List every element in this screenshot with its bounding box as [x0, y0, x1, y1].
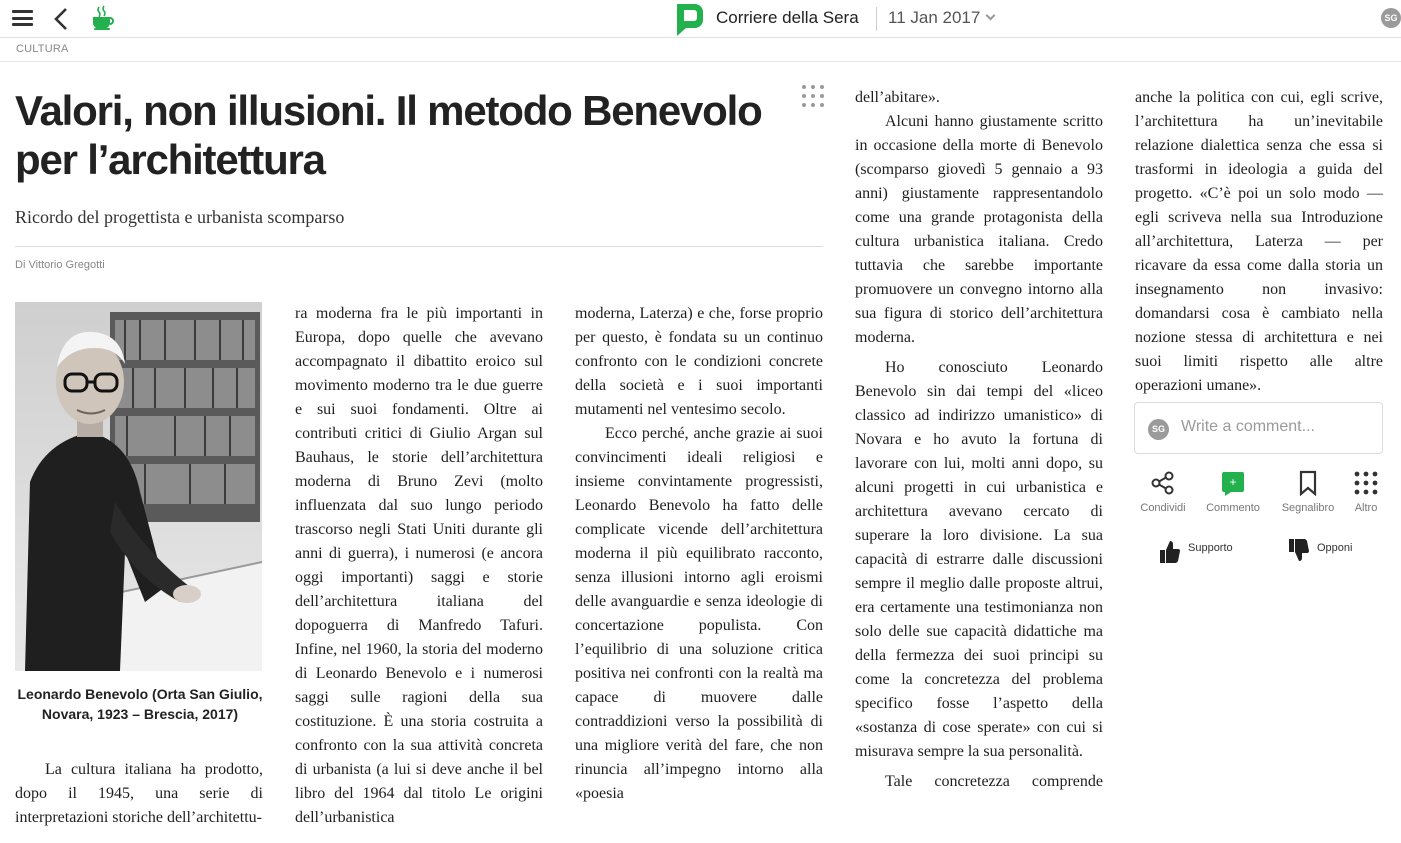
bookmark-label: Segnalibro [1281, 502, 1335, 514]
paragraph: La cultura italiana ha prodotto, dopo il 1945, una serie di interpretazioni storiche dell’architettu- [15, 761, 263, 826]
thumbs-up-icon [1158, 538, 1180, 564]
article-subtitle: Ricordo del progettista e urbanista scomparso [15, 207, 345, 227]
article-column-4 [855, 86, 1103, 794]
paragraph: Alcuni hanno giustamente scritto in occasione della morte di Benevolo (scomparso giovedì 5 gennaio a 93 anni) giustamente rappresentandolo come una grande protagonista della cultura urbanistica italiana. Credo tuttavia che sarebbe importante promuovere un convegno intorno alla sua figura di storico dell’architettura moderna. [855, 113, 1103, 346]
top-bar [0, 0, 1401, 38]
paragraph: moderna, Laterza) e che, forse proprio per questo, è fondata su un continuo confronto con le condizioni concrete della società e i suoi importanti mutamenti nel ventesimo secolo. [575, 305, 823, 418]
section-label[interactable]: CULTURA [16, 43, 69, 55]
back-arrow-icon[interactable] [52, 6, 72, 32]
comment-icon [1220, 470, 1246, 496]
article-column-5 [1135, 86, 1383, 398]
divider [876, 7, 877, 31]
menu-icon[interactable] [12, 10, 33, 26]
more-label: Altro [1354, 502, 1378, 514]
article-photo[interactable] [15, 302, 262, 671]
share-button[interactable] [1126, 470, 1200, 514]
comment-button[interactable] [1196, 470, 1270, 514]
issue-date-selector[interactable] [888, 8, 994, 28]
article-column-3 [575, 302, 823, 806]
comment-label: Commento [1206, 502, 1260, 514]
share-label: Condividi [1140, 502, 1186, 514]
share-icon [1150, 470, 1176, 496]
oppose-label: Opponi [1317, 542, 1353, 554]
user-avatar: SG [1148, 419, 1169, 440]
article-column-2 [295, 302, 543, 830]
more-button[interactable] [1329, 470, 1401, 514]
coffee-cup-icon[interactable] [90, 5, 116, 31]
divider [0, 61, 1401, 62]
user-avatar[interactable]: SG [1381, 8, 1401, 28]
paragraph: dell’abitare». [855, 89, 940, 106]
article-title: Valori, non illusioni. Il metodo Benevolo per l’architettura [15, 87, 762, 183]
publication-name[interactable]: Corriere della Sera [716, 8, 859, 27]
pressreader-logo-icon[interactable] [673, 2, 705, 38]
paragraph: Tale concretezza comprende [885, 773, 1103, 790]
svg-text:+: + [1229, 475, 1237, 489]
drag-handle-icon[interactable] [802, 85, 824, 107]
more-icon [1353, 470, 1379, 496]
paragraph: Ecco perché, anche grazie ai suoi convincimenti ideali religiosi e insieme convintamente progressisti, Leonardo Benevolo ha fatto delle complicate vicende dell’architettura moderna il più equilibrato racconto, senza illusioni intorno agli eroismi delle avanguardie e senza ideologie di concertazione populista. Con l’equilibrio di una soluzione critica positiva nei confronti con la realtà ma capace di muovere dalle contraddizioni verso la possibilità di una migliore verità del fare, che non rinuncia all’impegno intorno alla «poesia [575, 425, 823, 802]
byline[interactable]: Di Vittorio Gregotti [15, 259, 105, 271]
photo-caption: Leonardo Benevolo (Orta San Giulio, Novara, 1923 – Brescia, 2017) [17, 686, 263, 722]
bookmark-icon [1295, 470, 1321, 496]
chevron-down-icon [986, 11, 996, 21]
support-label: Supporto [1188, 542, 1233, 554]
paragraph: ra moderna fra le più importanti in Europa, dopo quelle che avevano accompagnato il dibattito eroico sul movimento moderno tra le due guerre e sui suoi fondamenti. Oltre ai contributi critici di Giulio Argan sul Bauhaus, le storie dell’architettura moderna di Bruno Zevi (molto influenzata dal suo lungo periodo trascorso negli Stati Uniti durante gli anni di guerra), i numerosi (e ancora oggi importanti) saggi e storie dell’architettura italiana del dopoguerra di Manfredo Tafuri. Infine, nel 1960, la storia del moderno di Leonardo Benevolo e i numerosi saggi sulle ragioni della sua costituzione. È una storia costruita a confronto con la sua attività concreta di urbanista (a lui si deve anche il bel libro del 1964 dal titolo Le origini dell’urbanistica [295, 305, 543, 826]
comment-input[interactable] [1134, 402, 1383, 454]
thumbs-down-icon [1287, 538, 1309, 564]
issue-date: 11 Jan 2017 [888, 8, 981, 27]
article-column-1 [15, 758, 263, 830]
divider [15, 246, 823, 247]
comment-placeholder: Write a comment... [1181, 418, 1315, 435]
paragraph: Ho conosciuto Leonardo Benevolo sin dai tempi del «liceo classico ad indirizzo umanistico» di Novara e ho avuto la fortuna di lavorare con lui, molti anni dopo, su alcuni progetti in cui urbanistica e architettura avevano cercato di superare la loro divisione. La sua capacità di estrarre dalle discussioni sempre il meglio dalle proposte altrui, era certamente una testimonianza non solo delle sue capacità didattiche ma della fermezza dei suoi principi su come la concretezza del problema specifico fosse l’aspetto della «sostanza di cose sperate» con cui si misurava sempre la sua personalità. [855, 359, 1103, 760]
paragraph: anche la politica con cui, egli scrive, l’architettura ha un’inevitabile relazione dialettica senza che essa si trasformi in ideologia a guida del progetto. «C’è poi un solo modo — egli scriveva nella sua Introduzione all’architettura, Laterza — per ricavare da essa come dalla storia un insegnamento non invasivo: domandarsi cosa è cambiato nella nozione stessa di architettura e nei suoi limiti rispetto alle altre operazioni umane». [1135, 89, 1383, 394]
